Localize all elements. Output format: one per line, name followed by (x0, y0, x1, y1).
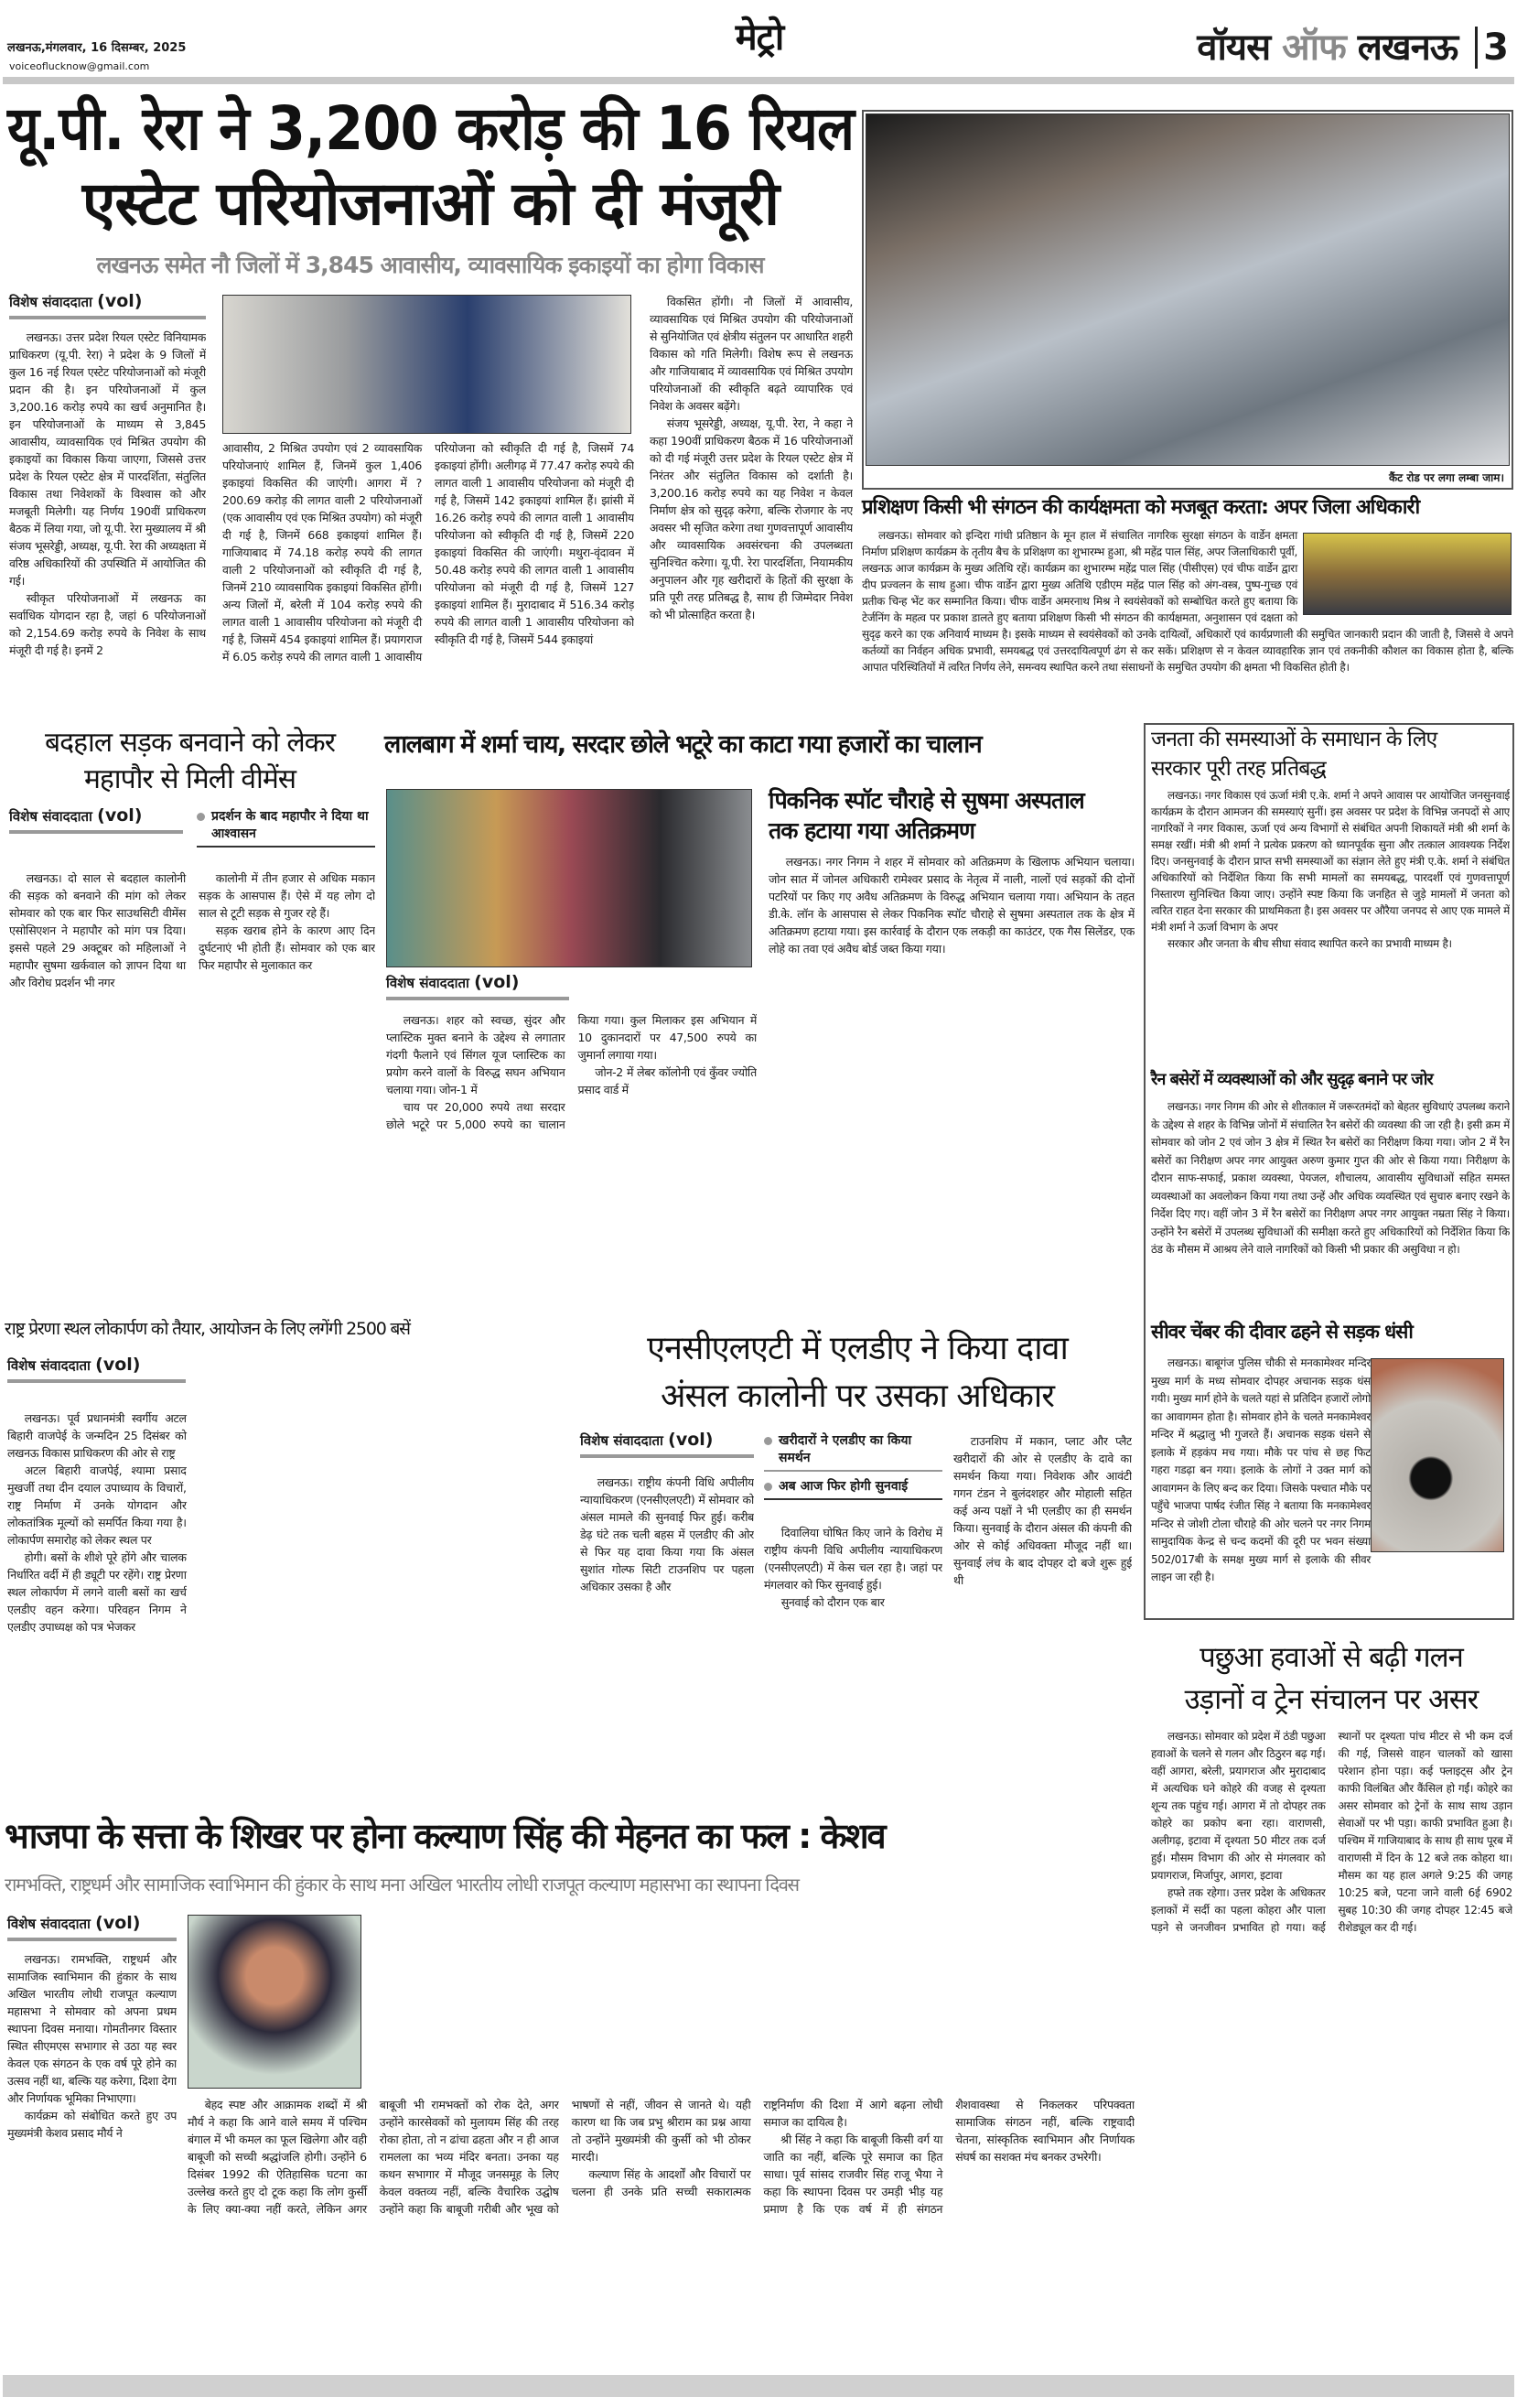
road-headline-line2 (5, 761, 375, 798)
lead-subdeck (5, 249, 855, 280)
traffic-photo-caption: कैंट रोड पर लगा लम्बा जाम। (1388, 471, 1504, 484)
lead-col1-body (9, 329, 206, 711)
nclat-bullet-2: अब आज फिर होगी सुनवाई (764, 1477, 942, 1500)
footer-rule (3, 2375, 1514, 2397)
prerna-body (7, 1353, 570, 1792)
picnic-headline-line2 (769, 815, 1135, 846)
nclat-headline (578, 1325, 1136, 1420)
byline (580, 1430, 754, 1458)
bjp-rest-body (188, 2096, 1135, 2370)
traffic-photo-frame (862, 110, 1513, 490)
headline-text: यू.पी. रेरा ने 3,200 करोड़ की 16 रियल (7, 93, 855, 164)
masthead-part3: लखनऊ (1357, 27, 1458, 69)
byline-tag: (vol) (668, 1430, 714, 1450)
dateline: लखनऊ,मंगलवार, 16 दिसम्बर, 2025 (7, 41, 187, 55)
pachhua-body (1151, 1728, 1512, 2369)
lead-headline (7, 92, 854, 243)
road-headline-line1 (5, 725, 375, 761)
byline-tag: (vol) (97, 805, 143, 826)
lead-col1 (9, 291, 206, 711)
paragraph: लखनऊ। सोमवार को इन्दिरा गांधी प्रतिष्ठान के मून हाल में संचालित नागरिक सुरक्षा संगठन के वार्डेन क्षमता निर्माण प्रशिक्षण कार्यक्रम के तृतीय बैच के प्रशिक्षण का शुभारम्भ हुआ, श्री महेंद्र पाल सिंह, अपर जिलाधिकारी पूर्वी, लखनऊ आज कार्यक्रम के मुख्य अतिथि रहें। कार्यक्रम का शुभारम्भ महेंद्र पाल सिंह (पीसीएस) एवं चीफ वार्डेन द्वारा दीप प्रज्वलन के साथ हुआ। चीफ वार्डेन द्वारा मुख्य अतिथि एडीएम महेंद्र पाल सिंह को अंग-वस्त्र, पुष्प-गुच्छ एवं प्रतीक चिन्ह भेंट कर सम्मानित किया। चीफ वार्डेन अमरनाथ मिश्र ने स्वयंसेवकों को सम्बोधित करते हुए बताया कि टेर्जनिंग के महत्व पर प्रकाश डालते हुए बताया प्रशिक्षण किसी भी संगठन की कार्यक्षमता, अनुशासन एवं दक्षता को सुदृढ़ करने का एक अनिवार्य माध्यम है। इसके माध्यम से स्वयंसेवकों को उनके दायित्वों, अधिकारों एवं कार्यप्रणाली की समुचित जानकारी प्रदान की जाती है, जिससे वे अपने कर्तव्यों का निर्वहन अधिक प्रभावी, समयबद्ध एवं उत्तरदायित्वपूर्ण ढंग से कर सकें। प्रशिक्षण से न केवल व्यावहारिक ज्ञान एवं तकनीकी कौशल का विकास होता है, बल्कि आपात परिस्थितियों में त्वरित निर्णय लेने, समन्वय स्थापित करने तथा संसाधनों के समुचित उपयोग की क्षमता भी विकसित होती है। (862, 529, 1513, 674)
picnic-headline-line1 (769, 785, 1135, 815)
pachhua-headline-line2 (1148, 1679, 1514, 1721)
byline-text: विशेष संवाददाता (7, 1357, 91, 1374)
headline-text: जनता की समस्याओं के समाधान के लिए (1151, 728, 1437, 751)
paragraph: अटल बिहारी वाजपेई, श्यामा प्रसाद मुखर्जी तथा दीन दयाल उपाध्याय के विचारों, राष्ट्र निर्माण में उनके योगदान और लोकतांत्रिक मूल्यों को समर्पित किया गया है। लोकार्पण समारोह को लेकर स्थल पर (7, 1463, 187, 1547)
paragraph: लखनऊ। नगर निगम ने शहर में सोमवार को अतिक्रमण के खिलाफ अभियान चलाया। जोन सात में जोनल अधिकारी रामेश्वर प्रसाद के नेतृत्व में नाली, नालों एवं सड़कों की दोनों पटरियों पर किए गए अवैध अतिक्रमण के विरुद्ध अभियान चलाया गया। अभियान के तहत डी.के. लॉन के आसपास से लेकर पिकनिक स्पॉट चौराहे से सुषमा अस्पताल तक के क्षेत्र में अतिक्रमण हटाया गया। इस कार्रवाई के दौरान एक लकड़ी का काउंटर, एक गैस सिलेंडर, एक लोहे का तवा एवं अवैध बोर्ड जब्त किया गया। (769, 855, 1135, 956)
masthead-part2: ऑफ (1282, 27, 1346, 69)
section-title: मेट्रो (735, 16, 784, 59)
paragraph: कालोनी में तीन हजार से अधिक मकान सड़क के आसपास हैं। ऐसे में यह लोग दो साल से टूटी सड़क से गुजर रहे हैं। (199, 871, 375, 920)
headline-text: एनसीएलएटी में एलडीए ने किया दावा (647, 1330, 1068, 1367)
paragraph: लखनऊ। रामभक्ति, राष्ट्रधर्म और सामाजिक स्वाभिमान की हुंकार के साथ अखिल भारतीय लोधी राजपूत कल्याण महासभा ने सोमवार को अपना प्रथम स्थापना दिवस मनाया। गोमतीनगर विस्तार स्थित सीएमएस सभागार से उठा यह स्वर केवल एक संगठन के एक वर्ष पूरे होने का उत्सव नहीं था, बल्कि यह करेगा, दिशा देगा और निर्णायक भूमिका निभाएगा। (7, 1952, 177, 2105)
paragraph: सरकार और जनता के बीच सीधा संवाद स्थापित करने का प्रभावी माध्यम है। (1167, 937, 1452, 950)
byline (386, 972, 569, 1000)
byline (9, 805, 183, 834)
page-number: 3 (1483, 27, 1508, 69)
paragraph: हफ्ते तक रहेगा। उत्तर प्रदेश के अधिकतर इलाकों में सर्दी का पहला कोहरा और पाला पड़ने से जनजीवन प्रभावित हो गया। कई स्थानों पर दृश्यता पांच मीटर से भी कम दर्ज की गई, जिससे वाहन चालकों को खासा परेशान होना पड़ा। कई फ्लाइट्स और ट्रेन काफी विलंबित और कैंसिल हो गईं। कोहरे का असर सोमवार को ट्रेनों के साथ साथ उड़ान सेवाओं पर भी पड़ा। काफी प्रभावित हुआ है। पश्चिम में गाजियाबाद के साथ ही साथ पूरब में वाराणसी में दिन के 12 बजे तक कोहरा था। मौसम का यह हाल अगले 9:25 की जगह 10:25 बजे, पटना जाने वाली 6ई 6902 सुबह 10:30 की जगह दोपहर 12:45 बजे रीशेड्यूल कर दी गई। (1151, 1730, 1512, 1934)
headline-text: लखनऊ समेत नौ जिलों में 3,845 आवासीय, व्यावसायिक इकाइयों का होगा विकास (96, 252, 764, 278)
prerna-headline (5, 1320, 572, 1340)
paragraph: लखनऊ। सोमवार को प्रदेश में ठंडी पछुआ हवाओं के चलने से गलन और ठिठुरन बढ़ गई। वहीं आगरा, बरेली, प्रयागराज और मुरादाबाद में अत्यधिक घने कोहरे की वजह से दृश्यता शून्य तक पहुंच गई। आगरा में तो दोपहर तक कोहरे का प्रकोप बना रहा। वाराणसी, अलीगढ़, इटावा में दृश्यता 50 मीटर तक दर्ज हुई। मौसम विभाग की ओर से मंगलवार को प्रयागराज, मिर्जापुर, आगरा, इटावा (1151, 1730, 1326, 1882)
email: voiceoflucknow@gmail.com (9, 60, 150, 72)
training-body (862, 527, 1513, 719)
bjp-col1-body (7, 1950, 177, 2362)
byline-text: विशेष संवाददाता (9, 294, 92, 310)
nclat-col2-body (764, 1524, 942, 1794)
nclat-headline-line1 (578, 1325, 1136, 1373)
header-rule (3, 77, 1514, 84)
paragraph: लखनऊ। राष्ट्रीय कंपनी विधि अपीलीय न्यायाधिकरण (एनसीएलएटी) में सोमवार को अंसल मामले की सुनवाई फिर हुई। करीब डेढ़ घंटे तक चली बहस में एलडीए की ओर से फिर यह दावा किया गया कि अंसल सुशांत गोल्फ सिटी टाउनशिप पर पहला अधिकार उसका है और (580, 1475, 754, 1593)
paragraph: जोन-2 में लेबर कॉलोनी एवं कुँवर ज्योति प्रसाद वार्ड में (577, 1065, 757, 1096)
lead-col4-body (650, 293, 853, 718)
paragraph: टाउनशिप में मकान, प्लाट और प्लैट खरीदारों की ओर से एलडीए के दावे का समर्थन किया गया। निवेशक और आवंटी गगन टंडन ने बुलंदशहर और मोहाली सहित कई अन्य पक्षों ने भी एलडीए का ही समर्थन किया। सुनवाई के दौरान अंसल की कंपनी की ओर से कोई अधिवक्ता मौजूद नहीं था। सुनवाई लंच के बाद दोपहर दो बजे शुरू हुई थी (953, 1434, 1132, 1587)
masthead (1197, 20, 1508, 70)
byline-tag: (vol) (95, 1355, 141, 1375)
paragraph: सुनवाई को दौरान एक बार (780, 1595, 885, 1609)
lead-headline-line1 (7, 92, 854, 167)
sewer-body (1151, 1355, 1510, 1615)
photo-spacer (1371, 1355, 1510, 1554)
sewer-headline (1151, 1321, 1510, 1343)
byline-text: विशेष संवाददाता (386, 975, 469, 991)
lead-headline-line2 (7, 167, 854, 242)
paragraph: सड़क खराब होने के कारण आए दिन दुर्घटनाएं भी होती हैं। सोमवार को एक बार फिर महापौर से मुलाकात कर (199, 923, 375, 972)
pachhua-headline (1148, 1636, 1514, 1721)
road-bullet: प्रदर्शन के बाद महापौर ने दिया था आश्वासन (197, 807, 375, 848)
keshav-maurya-photo (188, 1915, 361, 2089)
byline-tag: (vol) (97, 291, 143, 311)
paragraph: बेहद स्पष्ट और आक्रामक शब्दों में श्री मौर्य ने कहा कि आने वाले समय में पश्चिम बंगाल में भी कमल का फूल खिलेगा और वही बाबूजी को सच्ची श्रद्धांजलि होगी। उन्होंने 6 दिसंबर 1992 की ऐतिहासिक घटना का उल्लेख करते हुए दो टूक कहा कि लोग कुर्सी के लिए क्या-क्या नहीं करते, लेकिन अगर बाबूजी भी रामभक्तों को रोक देते, अगर उन्होंने कारसेवकों को मुलायम सिंह की तरह रोका होता, तो न ढांचा ढहता और न ही आज रामलला का भव्य मंदिर बनता। उनका यह कथन सभागार में मौजूद जनसमूह के लिए केवल वक्तव्य नहीं, बल्कि वैचारिक उद्घोष उन्होंने कहा कि बाबूजी गरीबी और भूख को भाषणों से नहीं, जीवन से जानते थे। यही कारण था कि जब प्रभु श्रीराम का प्रश्न आया तो उन्होंने मुख्यमंत्री की कुर्सी को भी ठोकर मारदी। (188, 2098, 751, 2216)
headline-text: राष्ट्र प्रेरणा स्थल लोकार्पण को तैयार, आयोजन के लिए लगेंगी 2500 बसें (5, 1319, 410, 1339)
paragraph: लखनऊ। शहर को स्वच्छ, सुंदर और प्लास्टिक मुक्त बनाने के उद्देश्य से लगातार गंदगी फैलाने एवं सिंगल यूज प्लास्टिक का प्रयोग करने वालों के विरुद्ध सघन अभियान चलाया गया। जोन-1 में (386, 1013, 565, 1096)
headline-text: एस्टेट परियोजनाओं को दी मंजूरी (81, 168, 780, 239)
nclat-col1-body (580, 1474, 754, 1794)
byline-text: विशेष संवाददाता (580, 1432, 663, 1449)
nclat-col3-body (953, 1432, 1132, 1794)
headline-text: अंसल कालोनी पर उसका अधिकार (661, 1377, 1054, 1415)
rain-basera-body (1151, 1098, 1510, 1312)
paragraph: विकसित होंगी। नौ जिलों में आवासीय, व्यावसायिक एवं मिश्रित उपयोग की परियोजनाओं से सुनियोजित एवं क्षेत्रीय संतुलन पर आधारित शहरी विकास को गति मिलेगी। विशेष रूप से लखनऊ और गाजियाबाद में व्यावसायिक एवं मिश्रित उपयोग परियोजनाओं की स्वीकृति बढ़ते व्यापारिक एवं निवेश के अवसर बढ़ेंगे। (650, 295, 853, 413)
paragraph: चाय पर 20,000 रुपये तथा सरदार छोले भटूरे पर 5,000 रुपये का चालान किया गया। कुल मिलाकर इस अभियान में 10 दुकानदारों पर 47,500 रुपये का जुमार्ना लगाया गया। (386, 1013, 757, 1131)
road-body (9, 869, 375, 1313)
traffic-jam-photo (866, 113, 1510, 466)
byline (7, 1913, 177, 1941)
byline-text: विशेष संवाददाता (9, 808, 92, 825)
headline-text: भाजपा के सत्ता के शिखर पर होना कल्याण सिंह की मेहनत का फल : केशव (5, 1816, 885, 1856)
paragraph: लखनऊ। नगर विकास एवं ऊर्जा मंत्री ए.के. शर्मा ने अपने आवास पर आयोजित जनसुनवाई कार्यक्रम के दौरान आमजन की समस्याएं सुनीं। इस अवसर पर प्रदेश के विभिन्न जनपदों से आए नागरिकों ने नगर विकास, ऊर्जा एवं अन्य विभागों से संबंधित अपनी शिकायतें मंत्री श्री शर्मा के समक्ष रखीं। मंत्री श्री शर्मा ने प्रत्येक प्रकरण को ध्यानपूर्वक सुना और तत्काल आवश्यक निर्देश दिए। जनसुनवाई के दौरान प्राप्त सभी समस्याओं का संज्ञान लेते हुए मंत्री ए.के. शर्मा ने संबंधित अधिकारियों को निर्देशित किया कि सभी मामलों का समयबद्ध, पारदर्शी एवं गुणवत्तापूर्ण निस्तारण सुनिश्चित किया जाए। उन्होंने स्पष्ट किया कि जनहित से जुड़े मामलों में जनता को त्वरित राहत देना सरकार की प्राथमिकता है। इस अवसर पर औरैया जनपद से आए एक मामले में मंत्री शर्मा ने ऊर्जा विभाग के अपर (1151, 789, 1510, 934)
paragraph: लखनऊ। बाबूगंज पुलिस चौकी से मनकामेश्वर मन्दिर मुख्य मार्ग के मध्य सोमवार दोपहर अचानक सड़क धंस गयी। मुख्य मार्ग होने के चलते यहां से प्रतिदिन हजारों लोगो का आवागमन होता है। सोमवार होने के चलते मनकामेश्वर मन्दिर में श्रद्धालु भी गुजरते हैं। अचानक सड़क धंसने से इलाके में हड़कंप मच गया। मौके पर पांच से छह फिट गहरा गडढ़ा बन गया। इलाके के लोगों ने उक्त मार्ग को आवागमन के लिए बन्द कर दिया। जिसके पश्चात मौके पर पहुँचे भाजपा पार्षद रंजीत सिंह ने बताया कि मनकामेश्वर मन्दिर से जोशी टोला चौराहे की ओर चलने पर नगर निगम सामुदायिक केन्द्र से चन्द कदमों की दूरी पर भवन संख्या 502/017बी के समक्ष मुख्य मार्ग से इलाके की सीवर लाइन जा रही है। (1151, 1356, 1371, 1583)
headline-text: प्रशिक्षण किसी भी संगठन की कार्यक्षमता को मजबूत करता: अपर जिला अधिकारी (862, 496, 1420, 519)
lalbagh-headline (384, 730, 1139, 759)
paragraph: लखनऊ। उत्तर प्रदेश रियल एस्टेट विनियामक प्राधिकरण (यू.पी. रेरा) ने प्रदेश के 9 जिलों में कुल 16 नई रियल एस्टेट परियोजनाओं को मंजूरी प्रदान की है। इन परियोजनाओं में कुल 3,200.16 करोड़ रुपये का खर्च अनुमानित है। इन परियोजनाओं के माध्यम से 3,845 आवासीय, व्यावसायिक एवं मिश्रित उपयोग की इकाइयों का विकास किया जाएगा, जिससे उत्तर प्रदेश के रियल एस्टेट क्षेत्र में पारदर्शिता, संतुलित विकास तथा निवेशकों के विश्वास को और मजबूती मिलेगी। यह निर्णय 190वीं प्राधिकरण बैठक में लिया गया, जो यू.पी. रेरा मुख्यालय में श्री संजय भूसरेड्डी, अध्यक्ष, यू.पी. रेरा की अध्यक्षता में वरिष्ठ अधिकारियों की उपस्थिति में आयोजित की गई। (9, 330, 206, 588)
lead-middle-body: आवासीय, 2 मिश्रित उपयोग एवं 2 व्यावसायिक परियोजनाएं शामिल हैं, जिनमें कुल 1,406 इकाइयां विकसित की जाएंगी। आगरा में ?200.69 करोड़ की लागत वाली 2 परियोजनाओं (एक आवासीय एवं एक मिश्रित उपयोग) को मंजूरी दी गई है, जिनमें 668 इकाइयां शामिल हैं। गाजियाबाद में 74.18 करोड़ रुपये की लागत वाली 2 परियोजनाओं को स्वीकृति दी गई है, जिनमें 210 व्यावसायिक इकाइयां विकसित होंगी। अन्य जिलों में, बरेली में 104 करोड़ रुपये की लागत वाली 1 आवासीय परियोजना को मंजूरी दी गई है, जिसमें 454 इकाइयां शामिल हैं। प्रयागराज में 6.05 करोड़ रुपये की लागत वाली 1 आवासीय परियोजना को स्वीकृति दी गई है, जिसमें 74 इकाइयां होंगी। अलीगढ़ में 77.47 करोड़ रुपये की लागत वाली 1 आवासीय परियोजना को मंजूरी दी गई है, जिसमें 142 इकाइयां शामिल हैं। झांसी में 16.26 करोड़ रुपये की लागत वाली 1 आवासीय परियोजना को स्वीकृति दी गई है, जिसमें 220 इकाइयां विकसित की जाएंगी। मथुरा-वृंदावन में 50.48 करोड़ रुपये की लागत वाली 1 आवासीय परियोजना को मंजूरी दी गई है, जिसमें 127 इकाइयां शामिल हैं। मुरादाबाद में 516.34 करोड़ रुपये की लागत वाली 1 आवासीय परियोजना को स्वीकृति दी गई है, जिसमें 544 इकाइयां (222, 441, 634, 664)
headline-text: लालबाग में शर्मा चाय, सरदार छोले भटूरे का काटा गया हजारों का चालान (384, 730, 982, 759)
paragraph: लखनऊ। दो साल से बदहाल कालोनी की सड़क को बनवाने की मांग को लेकर सोमवार को एक बार फिर साउथसिटी वीमेंस एसोसिएशन ने महापौर को मांग पत्र दिया। इससे पहले 29 अक्टूबर को महिलाओं ने महापौर सुषमा खर्कवाल को ज्ञापन दिया था और विरोध प्रदर्शन भी नगर (9, 871, 186, 989)
headline-text: सीवर चेंबर की दीवार ढहने से सड़क धंसी (1151, 1321, 1413, 1343)
pachhua-headline-line1 (1148, 1636, 1514, 1679)
headline-text: पिकनिक स्पॉट चौराहे से सुषमा अस्पताल (769, 787, 1084, 814)
headline-text: बदहाल सड़क बनवाने को लेकर (45, 727, 335, 759)
headline-text: रैन बसेरों में व्यवस्थाओं को और सुदृढ़ बनाने पर जोर (1151, 1070, 1433, 1089)
rera-meeting-photo (222, 295, 631, 434)
headline-text: पछुआ हवाओं से बढ़ी गलन (1200, 1641, 1463, 1674)
picnic-body (769, 853, 1135, 1311)
photo-spacer (1297, 527, 1513, 619)
janta-headline (1151, 725, 1512, 783)
headline-text: रामभक्ति, राष्ट्रधर्म और सामाजिक स्वाभिमान की हुंकार के साथ मना अखिल भारतीय लोधी राजपूत कल्याण महासभा का स्थापना दिवस (5, 1873, 799, 1895)
paragraph: स्वीकृत परियोजनाओं में लखनऊ का सर्वाधिक योगदान रहा है, जहां 6 परियोजनाओं को 2,154.69 करोड़ रुपये के निवेश के साथ मंजूरी दी गई है। इनमें 2 (9, 591, 206, 657)
lalbagh-body (386, 1011, 757, 1313)
byline-tag: (vol) (95, 1913, 141, 1933)
rain-basera-headline (1151, 1071, 1510, 1090)
paragraph: श्री सिंह ने कहा कि बाबूजी किसी वर्ग या जाति का नहीं, बल्कि पूरे समाज का हित साधा। पूर्व सांसद राजवीर सिंह राजू भैया ने कहा कि स्थापना दिवस पर उमड़ी भीड़ यह प्रमाण है कि एक वर्ष में ही संगठन शैशवावस्था से निकलकर परिपक्वता सामाजिक संगठन नहीं, बल्कि राष्ट्रवादी चेतना, सांस्कृतिक स्वाभिमान और निर्णायक संघर्ष का सशक्त मंच बनकर उभरेगी। (763, 2098, 1135, 2216)
headline-text: उड़ानों व ट्रेन संचालन पर असर (1184, 1683, 1479, 1716)
masthead-part1: वॉयस (1197, 27, 1271, 69)
paragraph: लखनऊ। नगर निगम की ओर से शीतकाल में जरूरतमंदों को बेहतर सुविधाएं उपलब्ध कराने के उद्देश्य से शहर के विभिन्न जोनों में संचालित रैन बसेरों की व्यवस्था की जा रही है। इसी क्रम में सोमवार को जोन 2 एवं जोन 3 क्षेत्र में स्थित रैन बसेरों का निरीक्षण किया गया। जोन 2 में रैन बसेरों का निरीक्षण अपर नगर आयुक्त अरुण कुमार गुप्त की ओर से किया गया। निरीक्षण के दौरान साफ-सफाई, प्रकाश व्यवस्था, पेयजल, शौचालय, आवासीय सुविधाओं सहित समस्त व्यवस्थाओं का अवलोकन किया गया तथा उन्हें और अधिक व्यवस्थित एवं सुचारु बनाए रखने के निर्देश दिए गए। वहीं जोन 3 में रैन बसेरों का निरीक्षण अपर नगर आयुक्त नम्रता सिंह ने किया। उन्होंने रैन बसेरों में उपलब्ध सुविधाओं की समीक्षा करते हुए अधिकारियों को निर्देशित किया कि ठंड के मौसम में आश्रय लेने वाले नागरिकों को किसी भी प्रकार की असुविधा न हो। (1151, 1100, 1510, 1256)
byline-spacer (7, 1353, 187, 1409)
janta-headline-line1 (1151, 725, 1512, 754)
nclat-headline-line2 (578, 1373, 1136, 1420)
paragraph: दिवालिया घोषित किए जाने के विरोध में राष्ट्रीय कंपनी विधि अपीलीय न्यायाधिकरण (एनसीएलएटी) में केस चल रहा है। जहां पर मंगलवार को फिर सुनवाई हुई। (764, 1526, 942, 1592)
janta-headline-line2 (1151, 754, 1512, 783)
lalbagh-challan-photo (386, 789, 752, 967)
headline-text: तक हटाया गया अतिक्रमण (769, 817, 974, 844)
bjp-subdeck (5, 1872, 1139, 1896)
byline-text: विशेष संवाददाता (7, 1916, 91, 1932)
paragraph: होगी। बसों के शीशे पूरे होंगे और चालक निर्धारित वर्दी में ही ड्यूटी पर रहेंगे। राष्ट्र प्रेरणा स्थल लोकार्पण में लगने वाली बसों का खर्च एलडीए वहन करेगा। परिवहन निगम ने एलडीए उपाध्यक्ष को पत्र भेजकर (7, 1550, 187, 1634)
nclat-bullet-1: खरीदारों ने एलडीए का किया समर्थन (764, 1431, 942, 1472)
paragraph: कार्यक्रम को संबोधित करते हुए उप मुख्यमंत्री केशव प्रसाद मौर्य ने (7, 2109, 177, 2140)
bjp-headline (5, 1817, 1139, 1857)
headline-text: महापौर से मिली वीमेंस (83, 763, 296, 795)
picnic-headline (769, 785, 1135, 846)
byline (9, 291, 206, 319)
janta-body (1151, 787, 1510, 1066)
training-headline (862, 496, 1513, 519)
headline-text: सरकार पूरी तरह प्रतिबद्ध (1151, 757, 1326, 781)
paragraph: कल्याण सिंह के आदर्शों और विचारों पर चलना ही उनके प्रति सच्ची सकारात्मक राष्ट्रनिर्माण की दिशा में आगे बढ़ना लोधी समाज का दायित्व है। (571, 2098, 943, 2198)
paragraph: लखनऊ। पूर्व प्रधानमंत्री स्वर्गीय अटल बिहारी वाजपेई के जन्मदिन 25 दिसंबर को लखनऊ विकास प्राधिकरण की ओर से राष्ट्र (7, 1411, 187, 1460)
road-headline (5, 725, 375, 798)
byline-tag: (vol) (474, 972, 520, 992)
paragraph: संजय भूसरेड्डी, अध्यक्ष, यू.पी. रेरा, ने कहा ने कहा 190वीं प्राधिकरण बैठक में 16 परियोजनाओं को दी गई मंजूरी उत्तर प्रदेश के रियल एस्टेट क्षेत्र में निरंतर और संतुलित विकास को दर्शाती है। 3,200.16 करोड़ रुपये का यह निवेश न केवल निर्माण क्षेत्र को सुदृढ़ करेगा, बल्कि रोजगार के नए अवसर भी सृजित करेगा तथा गुणवत्तापूर्ण आवासीय और व्यावसायिक अवसंरचना की उपलब्धता सुनिश्चित करेगा। यू.पी. रेरा पारदर्शिता, नियामकीय अनुपालन और गृह खरीदारों के हितों की सुरक्षा के प्रति पूरी तरह प्रतिबद्ध है, साथ ही जिम्मेदार निवेश को भी प्रोत्साहित करता है। (650, 416, 853, 621)
